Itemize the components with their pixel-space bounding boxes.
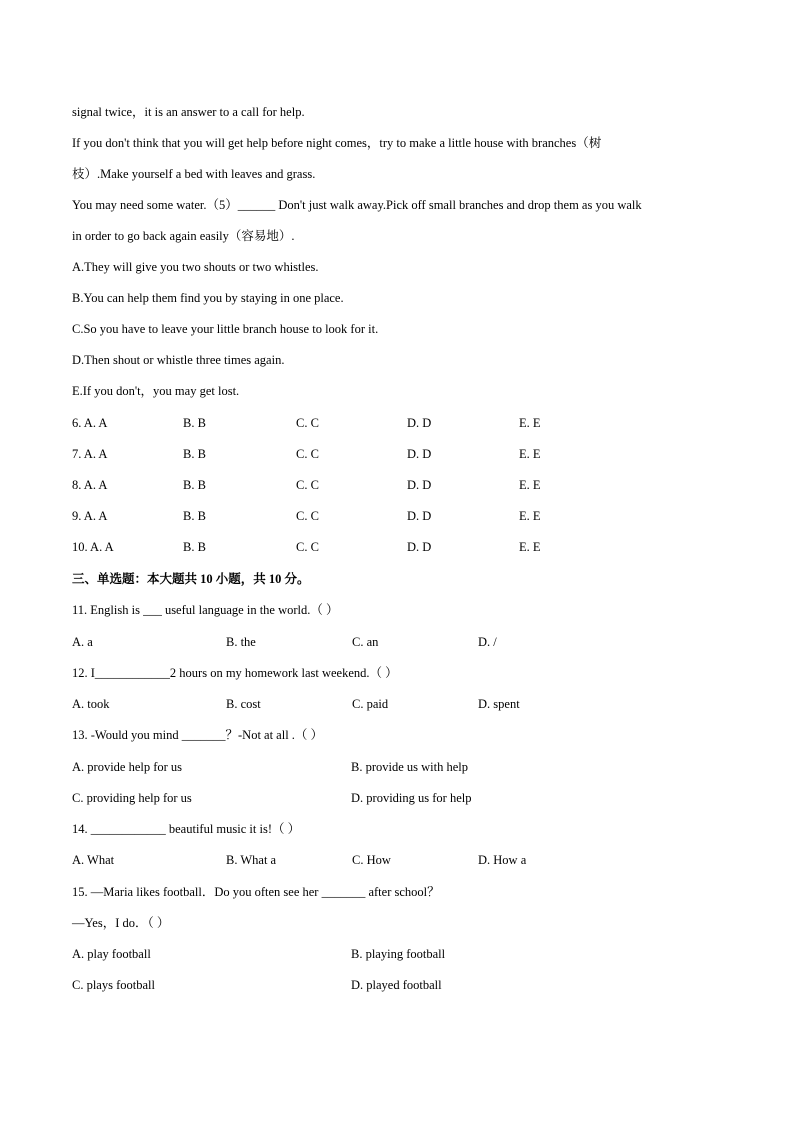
choice-sentence: A.They will give you two shouts or two whistles.: [72, 260, 319, 274]
answer-option-a: 10. A. A: [72, 540, 114, 554]
choice-sentence: B.You can help them find you by staying in one place.: [72, 291, 344, 305]
passage-line: 枝）.Make yourself a bed with leaves and grass.: [72, 167, 316, 181]
answer-option-d: D. D: [407, 447, 432, 461]
passage-line: If you don't think that you will get help before night comes，try to make a little house with branches（树: [72, 136, 602, 150]
answer-option-e: E. E: [519, 416, 541, 430]
answer-option-b: B. B: [183, 416, 206, 430]
answer-option-e: E. E: [519, 540, 541, 554]
option-c: C. an: [352, 635, 379, 649]
passage-line: signal twice，it is an answer to a call for help.: [72, 105, 305, 119]
question-stem-12: 12. I____________2 hours on my homework last weekend.（ ）: [72, 666, 398, 680]
option-b: B. playing football: [351, 947, 446, 961]
question-stem-14: 14. ____________ beautiful music it is!（ ）: [72, 822, 301, 836]
answer-option-a: 8. A. A: [72, 478, 108, 492]
option-b: B. cost: [226, 697, 261, 711]
choice-sentence: C.So you have to leave your little branch house to look for it.: [72, 322, 379, 336]
answer-option-c: C. C: [296, 509, 319, 523]
answer-option-c: C. C: [296, 447, 319, 461]
question-stem-11: 11. English is ___ useful language in the world.（ ）: [72, 603, 339, 617]
answer-option-e: E. E: [519, 509, 541, 523]
section-heading: 三、单选题：本大题共 10 小题，共 10 分。: [72, 572, 310, 586]
option-d: D. played football: [351, 978, 442, 992]
answer-option-c: C. C: [296, 478, 319, 492]
answer-option-c: C. C: [296, 416, 319, 430]
option-c: C. providing help for us: [72, 791, 192, 805]
option-c: C. plays football: [72, 978, 155, 992]
option-b: B. What a: [226, 853, 277, 867]
choice-sentence: D.Then shout or whistle three times again.: [72, 353, 285, 367]
answer-option-d: D. D: [407, 478, 432, 492]
option-a: A. What: [72, 853, 115, 867]
question-stem-15: 15. —Maria likes football．Do you often see her _______ after school？: [72, 885, 440, 899]
answer-option-e: E. E: [519, 447, 541, 461]
option-a: A. play football: [72, 947, 151, 961]
answer-option-b: B. B: [183, 478, 206, 492]
option-a: A. provide help for us: [72, 760, 183, 774]
question-reply-15: —Yes，I do．（ ）: [72, 916, 170, 930]
option-c: C. paid: [352, 697, 389, 711]
answer-option-b: B. B: [183, 509, 206, 523]
answer-option-a: 7. A. A: [72, 447, 108, 461]
answer-option-d: D. D: [407, 509, 432, 523]
option-a: A. took: [72, 697, 110, 711]
option-d: D. How a: [478, 853, 527, 867]
option-c: C. How: [352, 853, 391, 867]
answer-option-a: 9. A. A: [72, 509, 108, 523]
option-d: D. spent: [478, 697, 520, 711]
answer-option-a: 6. A. A: [72, 416, 108, 430]
option-b: B. the: [226, 635, 256, 649]
option-a: A. a: [72, 635, 93, 649]
option-d: D. providing us for help: [351, 791, 472, 805]
answer-option-d: D. D: [407, 540, 432, 554]
question-stem-13: 13. -Would you mind _______？-Not at all .（ ）: [72, 728, 324, 742]
answer-option-b: B. B: [183, 447, 206, 461]
passage-line: in order to go back again easily（容易地）.: [72, 229, 295, 243]
answer-option-e: E. E: [519, 478, 541, 492]
answer-option-c: C. C: [296, 540, 319, 554]
answer-option-d: D. D: [407, 416, 432, 430]
choice-sentence: E.If you don't，you may get lost.: [72, 384, 240, 398]
passage-line: You may need some water.（5）______ Don't just walk away.Pick off small branches and drop them as you walk: [72, 198, 642, 212]
option-b: B. provide us with help: [351, 760, 469, 774]
answer-option-b: B. B: [183, 540, 206, 554]
option-d: D. /: [478, 635, 497, 649]
